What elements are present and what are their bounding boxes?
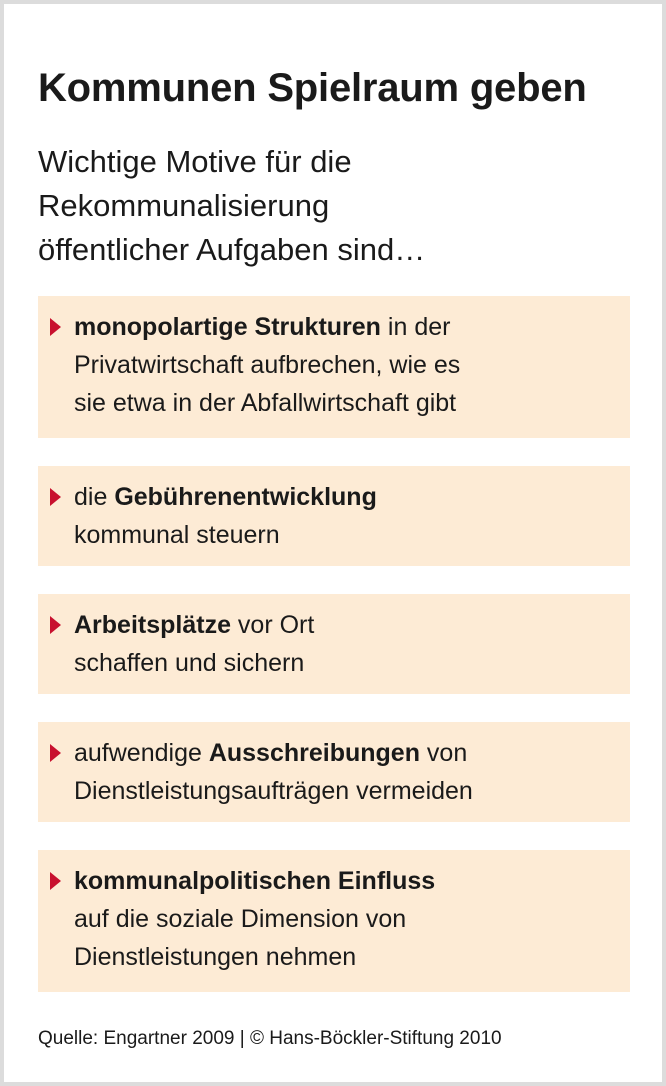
item-line: schaffen und sichern [74, 649, 305, 677]
subtitle [38, 140, 638, 272]
item-line: Dienstleistungen nehmen [74, 943, 357, 971]
item-line: sie etwa in der Abfallwirtschaft gibt [74, 389, 457, 417]
item-line: kommunalpolitischen Einfluss [74, 867, 436, 895]
red-triangle-arrow-icon [50, 744, 61, 762]
red-triangle-arrow-icon [50, 872, 61, 890]
item-line: kommunal steuern [74, 521, 280, 549]
red-triangle-arrow-icon [50, 318, 61, 336]
list-item [38, 594, 630, 694]
page-title: Kommunen Spielraum geben [38, 66, 587, 110]
motive-list [38, 296, 630, 1020]
subtitle-line: Rekommunalisierung [38, 188, 330, 223]
subtitle-line: öffentlicher Aufgaben sind… [38, 232, 426, 267]
red-triangle-arrow-icon [50, 616, 61, 634]
item-line: monopolartige Strukturen in der [74, 313, 451, 341]
item-line: Arbeitsplätze vor Ort [74, 611, 315, 639]
red-triangle-arrow-icon [50, 488, 61, 506]
list-item [38, 850, 630, 992]
item-line: auf die soziale Dimension von [74, 905, 407, 933]
item-line: die Gebührenentwicklung [74, 483, 377, 511]
source-credit: Quelle: Engartner 2009 | © Hans-Böckler-Stiftung 2010 [38, 1028, 502, 1049]
list-item [38, 466, 630, 566]
subtitle-line: Wichtige Motive für die [38, 144, 352, 179]
list-item [38, 296, 630, 438]
item-line: aufwendige Ausschreibungen von [74, 739, 468, 767]
item-line: Dienstleistungsaufträgen vermeiden [74, 777, 473, 805]
list-item [38, 722, 630, 822]
item-line: Privatwirtschaft aufbrechen, wie es [74, 351, 461, 379]
